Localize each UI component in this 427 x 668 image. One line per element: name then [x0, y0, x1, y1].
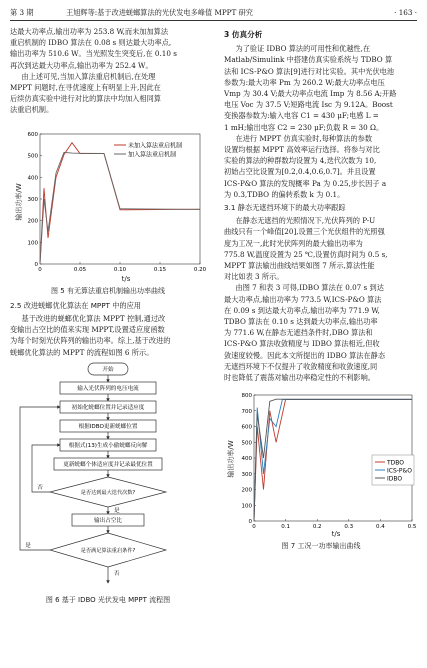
fig7-xtick-label: 0	[252, 524, 256, 531]
text-line: 在静态无遮挡的光照情况下,光伏阵列的 P-U	[235, 216, 376, 226]
fig5-ytick-label: 400	[27, 174, 38, 181]
text-line: 电压 Voc 为 37.5 V;短路电流 Isc 为 9.12A。Boost	[224, 100, 393, 110]
text-line: 为每个时刻光伏阵列的输出功率。综上,基于改进的	[10, 336, 171, 346]
fig5-ytick-label: 200	[27, 218, 38, 225]
paragraph-5	[224, 133, 418, 200]
text-line: ICS-P&O 算法收敛精度与 IDBO 算法相近,但收	[224, 339, 380, 349]
text-line: 蜣螂优化算法的 MPPT 的流程如图 6 所示。	[10, 347, 154, 357]
fig5-xtick-label: 0.05	[73, 266, 87, 273]
fig5-xlabel: t/s	[121, 274, 131, 283]
text-line: 无遮挡环境下不仅提升了收敛精度和收敛速度,同	[224, 361, 378, 371]
paragraph-2	[10, 71, 206, 116]
paragraph-1	[10, 26, 206, 71]
figure-5-caption: 图 5 有无算法重启机制输出功率曲线	[51, 286, 165, 295]
text-line: 初始占空比设置为[0.2,0.4,0.6,0.7]。并且设置	[224, 167, 376, 177]
flow-step-4: 根据式(13)生成小偷蜣螂反向解	[68, 442, 148, 449]
text-line: 对比如表 3 所示。	[224, 272, 284, 282]
text-line: 达最大功率点,输出功率为 253.8 W,而未加加算法	[10, 27, 169, 36]
paragraph-7	[224, 282, 418, 383]
paragraph-4	[224, 43, 418, 133]
fig5-xtick-label: 0	[38, 266, 42, 273]
flow-no-1: 否	[37, 484, 43, 491]
text-line: 由图 7 和表 3 可得,IDBO 算法在 0.07 s 到达	[235, 283, 384, 293]
fig7-legend-1: TDBO	[387, 459, 405, 467]
figure-7-chart	[224, 389, 418, 539]
fig7-xtick-label: 0.1	[281, 524, 290, 531]
fig5-ylabel: 输出功率/W	[15, 182, 23, 221]
flow-step-1: 输入光伏阵列的电压电流	[77, 385, 139, 392]
text-line: 在 0.09 s 到达最大功率点,输出功率为 771.9 W,	[224, 305, 380, 315]
flow-step-5: 更新蜣螂个体适应度并记录最优位置	[63, 461, 153, 468]
text-line: 为 771.6 W,在静态无遮挡条件时,DBO 算法和	[224, 328, 373, 338]
fig7-ytick-label: 300	[241, 472, 252, 479]
running-title: 王旭辉等:基于改进蜣螂算法的光伏发电多峰值 MPPT 研究	[66, 8, 253, 17]
fig5-ytick-label: 500	[27, 153, 38, 160]
fig5-ytick-label: 300	[27, 196, 38, 203]
text-line: TDBO 算法在 0.10 s 达到最大功率点,输出功率	[224, 317, 378, 327]
fig7-ylabel: 输出功率/W	[227, 440, 235, 478]
text-line: Vmp 为 30.4 V;最大功率点电流 Imp 为 8.56 A;开路	[224, 89, 397, 99]
fig5-xtick-label: 0.15	[153, 266, 167, 273]
figure-5-chart	[10, 124, 206, 284]
figure-7-caption: 图 7 工况一功率输出曲线	[281, 542, 361, 551]
text-line: 法和 ICS-P&O 算法[9]进行对比实验。其中光伏电池	[224, 66, 395, 76]
fig7-xtick-label: 0.3	[344, 524, 354, 531]
text-line: 时也降低了震荡对输出功率稳定性的不利影响。	[224, 373, 375, 383]
fig7-legend-3: IDBO	[387, 475, 403, 483]
fig7-ytick-label: 100	[241, 503, 252, 510]
flow-step-2: 初始化蜣螂位置并记录适应度	[71, 404, 145, 411]
text-line: 为了验证 IDBO 算法的可用性和优越性,在	[235, 44, 371, 54]
issue-label: 第 3 期	[10, 8, 34, 17]
text-line: 775.8 W,温度设置为 25 ℃,设置仿真时间为 0.5 s,	[224, 249, 388, 259]
fig7-ytick-label: 800	[241, 393, 252, 400]
fig5-ytick-label: 0	[34, 261, 38, 268]
text-line: 为 0.3,TDBO 的偏转系数 k 为 0.1。	[224, 189, 345, 199]
flow-yes-1: 是	[114, 507, 120, 514]
fig5-ytick-label: 600	[27, 131, 38, 138]
running-header	[10, 6, 417, 21]
fig5-series-line-1	[40, 142, 200, 263]
page-number: · 163 ·	[394, 8, 417, 17]
text-line: 设置均根据 MPPT 高效率运行选择。将参与对比	[224, 145, 380, 155]
flow-yes-2: 是	[25, 542, 31, 549]
text-line: 后续仿真实验中进行对比的算法中均加入相同算	[10, 94, 161, 104]
figure-6-caption: 图 6 基于 IDBO 光伏发电 MPPT 流程图	[45, 595, 171, 604]
fig7-legend	[372, 455, 414, 485]
text-line: 实验的算法的种群数均设置为 4,迭代次数为 10,	[224, 156, 377, 166]
fig7-ytick-label: 0	[248, 519, 252, 526]
fig5-ytick-label: 100	[27, 239, 38, 246]
paragraph-6	[224, 215, 418, 282]
fig7-xlabel: t/s	[331, 530, 341, 539]
figure-6-flowchart	[10, 361, 206, 593]
fig7-ytick-label: 200	[241, 487, 252, 494]
flow-decision-1: 是否达到最大迭代次数?	[80, 489, 136, 496]
fig7-legend-2: ICS-P&O	[387, 467, 412, 475]
text-line: ICS-P&O 算法的发现概率 Pa 为 0.25,步长因子 a	[224, 178, 387, 188]
fig7-ytick-label: 600	[241, 424, 252, 431]
fig5-legend	[114, 141, 182, 158]
paragraph-3	[10, 313, 206, 358]
flow-step-3: 根据IDBO更新蜣螂位置	[78, 423, 138, 430]
section-2-5-heading: 2.5 改进蜣螂优化算法在 MPPT 中的应用	[10, 300, 141, 310]
section-3-heading: 3 仿真分析	[224, 30, 263, 39]
flow-no-2: 否	[114, 570, 120, 577]
text-line: 参数为:最大功率 Pm 为 260.2 W;最大功率点电压	[224, 77, 385, 87]
flow-step-6: 输出占空比	[94, 517, 122, 524]
text-line: 重启机制的 IDBO 算法在 0.08 s 则达最大功率点,	[10, 38, 172, 48]
fig7-ytick-label: 700	[241, 409, 252, 416]
fig7-ytick-label: 500	[241, 440, 252, 447]
text-line: 1 mH;输出电容 C2 = 230 μF;负载 R = 30 Ω。	[224, 122, 384, 132]
fig5-legend-2: 加入算法重启机制	[128, 151, 177, 159]
text-line: 在进行 MPPT 仿真实验时,每种算法的参数	[235, 133, 373, 143]
left-column	[10, 26, 206, 609]
text-line: MPPT 算法输出曲线结果如图 7 所示,算法性能	[224, 261, 375, 271]
text-line: 曲线只有一个峰值[20],设置三个光伏组件的光照强	[224, 227, 385, 237]
fig5-legend-1: 未加入算法重启机制	[128, 142, 183, 150]
flow-decision-2: 是否满足算法重启条件?	[80, 547, 136, 554]
fig7-xtick-label: 0.2	[312, 524, 322, 531]
fig5-series-line-2	[40, 152, 200, 264]
fig5-xtick-label: 0.20	[193, 266, 206, 273]
right-column	[224, 26, 418, 556]
section-3-1-heading: 3.1 静态无遮挡环境下的最大功率跟踪	[224, 203, 346, 213]
fig7-xtick-label: 0.4	[376, 524, 385, 531]
fig7-ytick-label: 400	[241, 456, 252, 463]
text-line: MPPT 问题时,在寻优速度上有明显上升,因此在	[10, 83, 161, 93]
text-line: Matlab/Simulink 中搭建仿真实验系统与 TDBO 算	[224, 55, 393, 65]
text-line: 敛速度较慢。因此本文所提出的 IDBO 算法在静态	[224, 350, 386, 360]
text-line: 基于改进的蜣螂优化算法 MPPT 控制,通过改	[21, 314, 166, 324]
fig5-xtick-label: 0.10	[113, 266, 127, 273]
text-line: 再次到达最大功率点,输出功率为 252.4 W。	[10, 60, 153, 70]
fig7-xtick-label: 0.5	[407, 524, 417, 531]
flow-start: 开始	[102, 366, 114, 373]
text-line: 度为工况一,此时光伏阵列的最大输出功率为	[224, 238, 363, 248]
text-line: 输出功率为 510.6 W。当光照发生突变后,在 0.10 s	[10, 49, 177, 59]
text-line: 最大功率点,输出功率为 773.5 W,ICS-P&O 算法	[224, 294, 382, 304]
text-line: 变输出占空比的值来实现 MPPT,设置适应度函数	[10, 325, 165, 335]
text-line: 变换器参数为:输入电容 C1 = 430 μF;电感 L =	[224, 111, 379, 121]
text-line: 法重启机制。	[10, 105, 54, 115]
fig5-plot-area	[28, 132, 207, 273]
text-line: 由上述可见,当加入算法重启机制后,在处理	[21, 71, 156, 81]
